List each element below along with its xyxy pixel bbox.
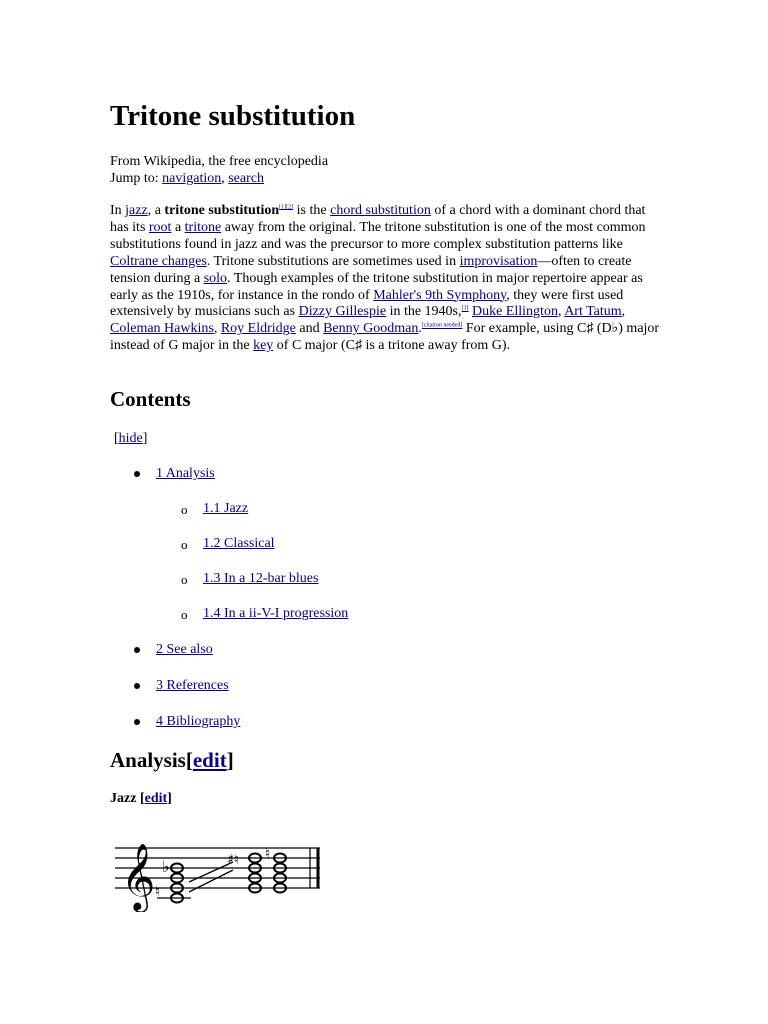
jump-comma: , <box>221 171 225 186</box>
toc-link-bibliography[interactable]: 4 Bibliography <box>156 714 241 729</box>
svg-text:♮: ♮ <box>155 884 161 900</box>
toc-link-references[interactable]: 3 References <box>156 678 229 693</box>
lead-text: For example, using C♯ (D♭) major instead of G major in the <box>110 321 660 354</box>
link-coltrane-changes[interactable]: Coltrane changes <box>110 253 207 269</box>
bullet-icon <box>134 647 140 653</box>
toc-item <box>181 500 249 518</box>
analysis-heading <box>110 749 234 772</box>
toc-link-classical[interactable]: 1.2 Classical <box>203 536 275 551</box>
link-mahler[interactable]: Mahler's 9th Symphony <box>373 287 507 303</box>
link-duke-ellington[interactable]: Duke Ellington <box>472 304 558 320</box>
lead-text: , a <box>147 203 165 218</box>
lead-text: of a chord with a dominant chord that has its <box>110 203 646 235</box>
toc-item <box>156 465 215 483</box>
toc-link-see-also[interactable]: 2 See also <box>156 642 213 657</box>
link-chord-substitution[interactable]: chord substitution <box>330 203 431 218</box>
svg-text:♯♮: ♯♮ <box>227 852 239 868</box>
lead-text: away from the original. The tritone substitution is one of the most common substitutions found in jazz and was the precursor to more complex substitution patterns like <box>110 219 646 252</box>
bullet-icon <box>134 471 140 477</box>
toc-link-12-bar-blues[interactable]: 1.3 In a 12-bar blues <box>203 571 319 586</box>
link-dizzy-gillespie[interactable]: Dizzy Gillespie <box>298 304 387 320</box>
search-link[interactable]: search <box>228 171 264 186</box>
lead-text: . Though examples of the tritone substitution in major repertoire appear as early as the 1910s, for instance in the rondo of <box>110 270 643 303</box>
jazz-heading-text: Jazz <box>110 791 140 806</box>
lead-text: a <box>171 219 185 235</box>
lead-text: , <box>557 304 565 320</box>
jump-to-label: Jump to: <box>110 171 159 186</box>
link-roy-eldridge[interactable]: Roy Eldridge <box>220 321 296 337</box>
jazz-edit-link[interactable]: edit <box>144 791 168 806</box>
bold-term: tritone substitution <box>164 203 280 218</box>
lead-text: , <box>621 304 626 320</box>
link-solo[interactable]: solo <box>203 270 228 286</box>
hide-contents-link[interactable]: hide <box>118 431 143 446</box>
lead-text: , they were first used extensively by musicians such as <box>110 287 624 320</box>
circle-bullet-icon: o <box>181 607 188 622</box>
lead-text: , <box>213 321 221 337</box>
reference-3[interactable]: [3] <box>461 305 469 312</box>
site-subtitle: From Wikipedia, the free encyclopedia <box>110 154 329 169</box>
bullet-icon <box>134 719 140 725</box>
link-jazz[interactable]: jazz <box>125 203 148 218</box>
edit-bracket-close: ] <box>226 748 234 772</box>
circle-bullet-icon: o <box>181 537 188 552</box>
lead-text: in the 1940s, <box>386 304 462 320</box>
bullet-icon <box>134 683 140 689</box>
toc-link-ii-v-i[interactable]: 1.4 In a ii-V-I progression <box>203 606 349 621</box>
toc-item <box>181 535 275 553</box>
svg-text:♭: ♭ <box>162 857 170 876</box>
lead-text: . Tritone substitutions are sometimes used in <box>206 253 460 269</box>
lead-text: —often to create tension during a <box>110 253 632 286</box>
contents-toggle <box>114 431 147 447</box>
svg-text:♮: ♮ <box>265 846 271 862</box>
bracket-close: ] <box>142 431 148 446</box>
circle-bullet-icon: o <box>181 502 188 517</box>
link-improvisation[interactable]: improvisation <box>459 253 538 269</box>
toc-link-analysis[interactable]: 1 Analysis <box>156 466 215 481</box>
link-benny-goodman[interactable]: Benny Goodman <box>323 321 419 337</box>
contents-heading: Contents <box>110 387 191 411</box>
toc-link-jazz[interactable]: 1.1 Jazz <box>203 501 249 516</box>
edit-bracket-open: [ <box>185 748 193 772</box>
lead-text: and <box>295 321 324 337</box>
analysis-edit-link[interactable]: edit <box>192 748 227 772</box>
lead-text: . <box>418 321 422 337</box>
link-root[interactable]: root <box>148 219 172 235</box>
bracket-open: [ <box>114 431 119 446</box>
reference-1[interactable]: [1] <box>279 204 287 211</box>
link-key[interactable]: key <box>253 338 274 354</box>
toc-item <box>156 641 213 659</box>
link-coleman-hawkins[interactable]: Coleman Hawkins <box>110 321 214 337</box>
circle-bullet-icon: o <box>181 572 188 587</box>
toc-item <box>181 605 349 623</box>
navigation-link[interactable]: navigation <box>162 171 222 186</box>
lead-text: is the <box>293 203 331 218</box>
reference-2[interactable]: [2] <box>286 204 294 211</box>
link-art-tatum[interactable]: Art Tatum <box>564 304 622 320</box>
toc-item <box>156 677 229 695</box>
page-title: Tritone substitution <box>110 100 356 132</box>
citation-needed-link[interactable]: [citation needed] <box>421 322 463 329</box>
treble-clef-icon: 𝄞 <box>121 842 156 910</box>
lead-text: of C major (C♯ is a tritone away from G). <box>273 338 511 354</box>
music-score-image[interactable] <box>115 830 330 912</box>
edit-bracket-close: ] <box>167 791 172 806</box>
toc-item <box>156 713 240 731</box>
lead-paragraph <box>110 203 660 355</box>
jump-to-bar <box>110 170 264 187</box>
lead-text: In <box>110 203 126 218</box>
toc-item <box>181 570 319 588</box>
link-tritone[interactable]: tritone <box>184 219 222 235</box>
edit-bracket-open: [ <box>139 791 145 806</box>
jazz-subheading <box>110 791 172 807</box>
analysis-heading-text: Analysis <box>110 748 186 772</box>
